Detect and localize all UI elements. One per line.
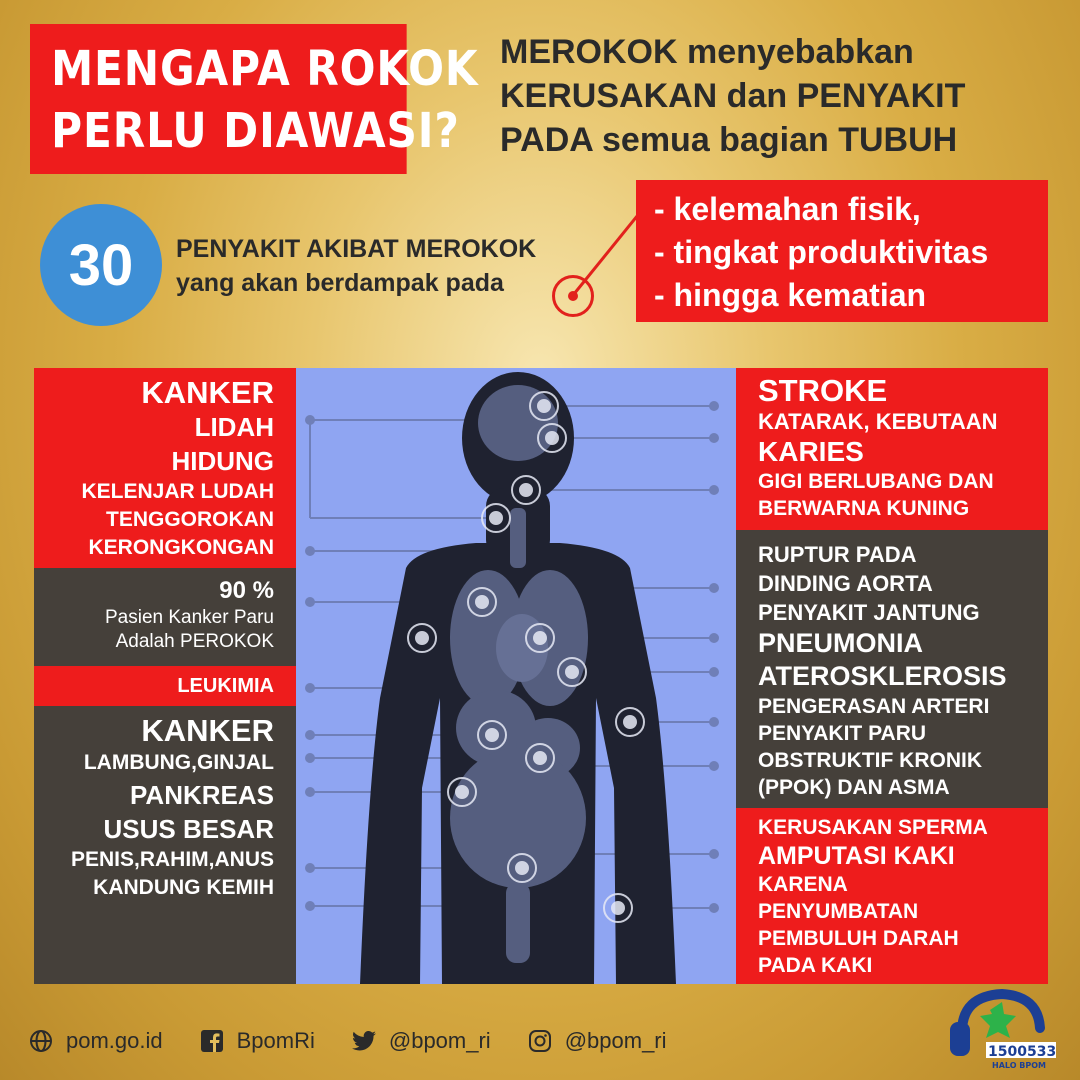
hotline-label: HALO BPOM bbox=[992, 1061, 1047, 1070]
instagram-text: @bpom_ri bbox=[564, 1028, 667, 1053]
impact-item: - tingkat produktivitas bbox=[654, 234, 989, 270]
website-text: pom.go.id bbox=[66, 1028, 163, 1053]
left-cancer-body-box bbox=[34, 706, 296, 984]
right-sperm-amputation-box bbox=[736, 808, 1048, 984]
left-leukemia-box bbox=[34, 666, 296, 706]
instagram-link[interactable] bbox=[527, 1028, 667, 1054]
twitter-text: @bpom_ri bbox=[388, 1028, 491, 1053]
stat-line-2: yang akan berdampak pada bbox=[176, 269, 504, 297]
stroke-heading: STROKE bbox=[758, 373, 888, 408]
lung-line: OBSTRUKTIF KRONIK bbox=[758, 749, 982, 772]
lung-stat-line: Pasien Kanker Paru bbox=[105, 607, 274, 628]
lung-stat-line: Adalah PEROKOK bbox=[115, 631, 274, 652]
instagram-icon bbox=[527, 1028, 553, 1054]
hotline-number: 1500533 bbox=[988, 1044, 1057, 1060]
impact-item: - kelemahan fisik, bbox=[654, 191, 921, 227]
heart-line: DINDING AORTA bbox=[758, 571, 933, 596]
karies-heading: KARIES bbox=[758, 436, 864, 467]
left-cancer-item: KERONGKONGAN bbox=[88, 536, 274, 559]
left-cancer2-item: LAMBUNG,GINJAL bbox=[83, 751, 274, 774]
amputation-heading: AMPUTASI KAKI bbox=[758, 842, 955, 870]
amputation-line: KARENA bbox=[758, 873, 848, 896]
globe-icon bbox=[28, 1028, 54, 1054]
left-cancer2-item: USUS BESAR bbox=[103, 814, 274, 844]
sperm-line: KERUSAKAN SPERMA bbox=[758, 816, 988, 839]
leukemia-label: LEUKIMIA bbox=[177, 675, 274, 697]
heart-line: RUPTUR PADA bbox=[758, 542, 917, 567]
lung-line: PENYAKIT PARU bbox=[758, 722, 927, 745]
heart-line: PENYAKIT JANTUNG bbox=[758, 600, 980, 625]
left-cancer2-item: PENIS,RAHIM,ANUS bbox=[70, 848, 274, 871]
amputation-line: PADA KAKI bbox=[758, 954, 873, 977]
impact-list bbox=[636, 180, 1048, 322]
left-cancer-head-box bbox=[34, 368, 296, 568]
left-cancer-item: TENGGOROKAN bbox=[106, 508, 274, 531]
stat-description bbox=[176, 232, 536, 300]
right-stroke-box bbox=[736, 368, 1048, 530]
left-cancer-item: LIDAH bbox=[194, 412, 274, 442]
lung-line: PENGERASAN ARTERI bbox=[758, 695, 990, 718]
halo-bpom-logo bbox=[942, 978, 1062, 1070]
right-heart-lung-box bbox=[736, 530, 1048, 808]
pneumonia-heading: PNEUMONIA bbox=[758, 628, 924, 658]
stat-line-1: PENYAKIT AKIBAT MEROKOK bbox=[176, 235, 537, 263]
facebook-icon bbox=[199, 1028, 225, 1054]
website-link[interactable] bbox=[28, 1028, 163, 1054]
title-line-2: PERLU DIAWASI? bbox=[51, 103, 460, 159]
left-cancer-item: KELENJAR LUDAH bbox=[81, 480, 274, 503]
impact-item: - hingga kematian bbox=[654, 277, 927, 313]
twitter-icon bbox=[351, 1028, 377, 1054]
body-illustration bbox=[296, 368, 736, 984]
subtitle-line-2: KERUSAKAN dan PENYAKIT bbox=[500, 77, 966, 115]
left-cancer2-item: KANDUNG KEMIH bbox=[93, 876, 274, 899]
subtitle bbox=[500, 30, 1040, 162]
left-cancer-item: HIDUNG bbox=[171, 446, 274, 476]
twitter-link[interactable] bbox=[351, 1028, 491, 1054]
left-cancer-heading: KANKER bbox=[141, 375, 274, 410]
stroke-line: KATARAK, KEBUTAAN bbox=[758, 409, 998, 434]
footer-social-bar bbox=[28, 1028, 703, 1054]
facebook-link[interactable] bbox=[199, 1028, 315, 1054]
amputation-line: PENYUMBATAN bbox=[758, 900, 919, 923]
left-lung-stat-box bbox=[34, 568, 296, 666]
stat-number-badge: 30 bbox=[40, 204, 162, 326]
lung-stat-percent: 90 % bbox=[219, 577, 274, 604]
left-cancer2-heading: KANKER bbox=[141, 713, 274, 748]
left-cancer2-item: PANKREAS bbox=[130, 780, 274, 810]
aterosklerosis-heading: ATEROSKLEROSIS bbox=[758, 661, 1007, 691]
subtitle-line-3: PADA semua bagian TUBUH bbox=[500, 121, 958, 159]
title-line-1: MENGAPA ROKOK bbox=[51, 41, 479, 97]
subtitle-line-1: MEROKOK menyebabkan bbox=[500, 33, 914, 71]
karies-line: GIGI BERLUBANG DAN bbox=[758, 470, 994, 493]
karies-line: BERWARNA KUNING bbox=[758, 497, 970, 520]
page-title bbox=[30, 24, 479, 174]
lung-line: (PPOK) DAN ASMA bbox=[758, 776, 950, 799]
amputation-line: PEMBULUH DARAH bbox=[758, 927, 959, 950]
facebook-text: BpomRi bbox=[236, 1028, 315, 1053]
